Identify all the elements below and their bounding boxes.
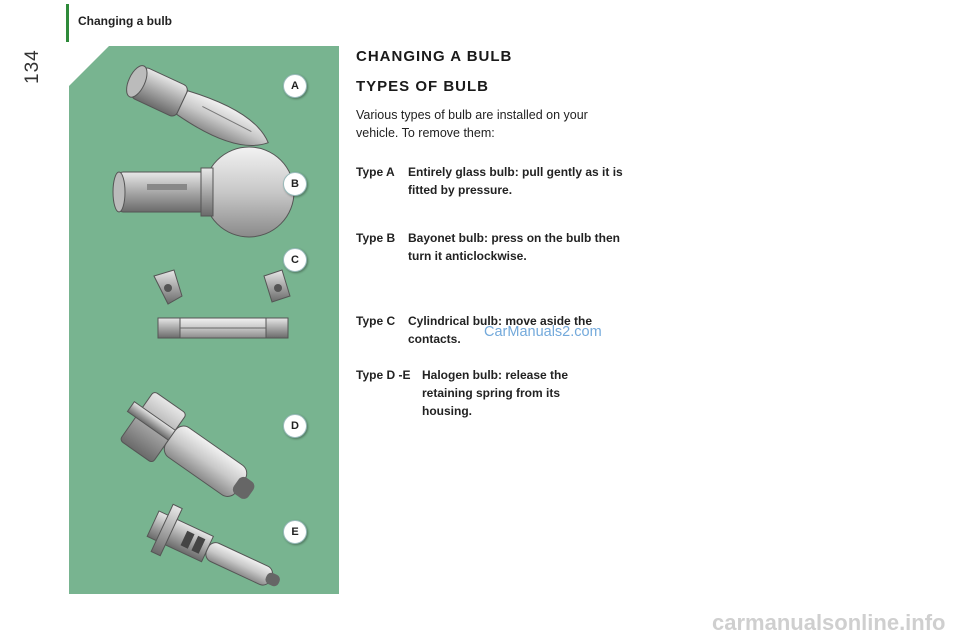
label-a: A xyxy=(283,74,307,98)
label-c: C xyxy=(283,248,307,272)
page-title: CHANGING A BULB xyxy=(356,48,513,65)
type-a-item xyxy=(356,163,623,197)
label-e: E xyxy=(283,520,307,544)
type-a-label: Type A xyxy=(356,165,395,179)
label-d: D xyxy=(283,414,307,438)
type-de-desc: Halogen bulb: release the retaining spring from its housing. xyxy=(422,368,569,418)
type-b-item xyxy=(356,229,621,263)
page-number: 134 xyxy=(22,49,43,84)
section-accent-bar xyxy=(66,4,69,42)
type-b-label: Type B xyxy=(356,231,396,245)
type-de-item xyxy=(356,366,569,418)
type-a-desc: Entirely glass bulb: pull gently as it is fitted by pressure. xyxy=(408,165,623,197)
type-de-label: Type D -E xyxy=(356,368,411,382)
section-header: Changing a bulb xyxy=(78,14,172,28)
intro-line-2: vehicle. To remove them: xyxy=(356,126,495,140)
section-subtitle: TYPES OF BULB xyxy=(356,78,490,95)
type-b-desc: Bayonet bulb: press on the bulb then turn it anticlockwise. xyxy=(408,231,621,263)
watermark-inline: CarManuals2.com xyxy=(484,324,602,340)
label-b: B xyxy=(283,172,307,196)
type-c-desc: Cylindrical bulb: move aside the contacts. xyxy=(408,314,593,346)
type-c-label: Type C xyxy=(356,314,396,328)
intro-line-1: Various types of bulb are installed on your xyxy=(356,108,588,122)
intro-paragraph xyxy=(356,106,646,142)
watermark-footer: carmanualsonline.info xyxy=(712,610,946,635)
bulb-illustration-panel xyxy=(69,46,339,594)
